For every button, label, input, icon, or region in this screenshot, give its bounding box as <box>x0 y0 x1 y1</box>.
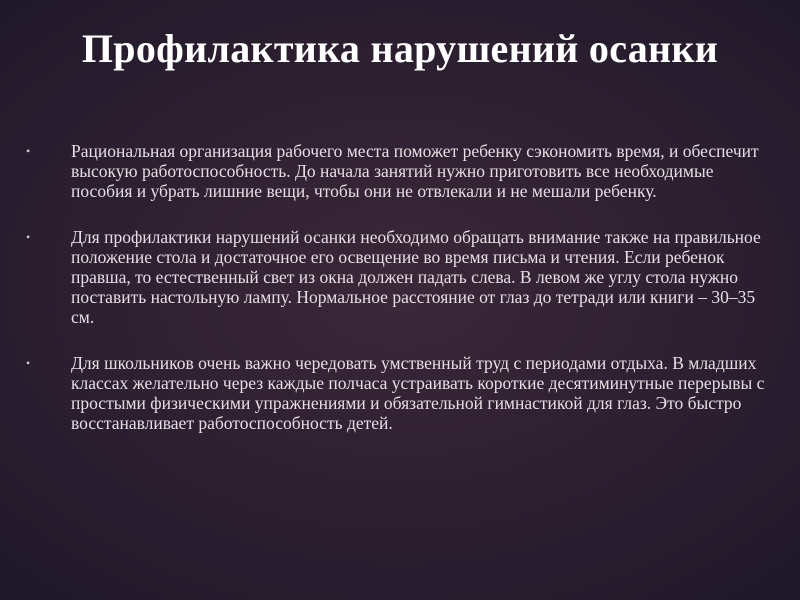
bullet-list <box>26 141 774 459</box>
bullet-icon: • <box>26 144 31 158</box>
bullet-text: Рациональная организация рабочего места поможет ребенку сэкономить время, и обеспечит высокую работоспособность. До начала занятий нужно приготовить все необходимые пособия и убрать лишние вещи, чтобы они не отвлекали и не мешали ребенку. <box>71 141 759 201</box>
bullet-text: Для школьников очень важно чередовать умственный труд с периодами отдыха. В младших классах желательно через каждые полчаса устраивать короткие десятиминутные перерывы с простыми физическими упражнениями и обязательной гимнастикой для глаз. Это быстро восстанавливает работоспособность детей. <box>71 353 765 433</box>
list-item <box>26 141 774 201</box>
list-item <box>26 353 774 433</box>
bullet-icon: • <box>26 356 31 370</box>
slide-title: Профилактика нарушений осанки <box>81 26 719 71</box>
bullet-icon: • <box>26 230 31 244</box>
bullet-text: Для профилактики нарушений осанки необходимо обращать внимание также на правильное положение стола и достаточное его освещение во время письма и чтения. Если ребенок правша, то естественный свет из окна должен падать слева. В левом же углу стола нужно поставить настольную лампу. Нормальное расстояние от глаз до тетради или книги – 30–35 см. <box>71 227 761 327</box>
list-item <box>26 227 774 327</box>
